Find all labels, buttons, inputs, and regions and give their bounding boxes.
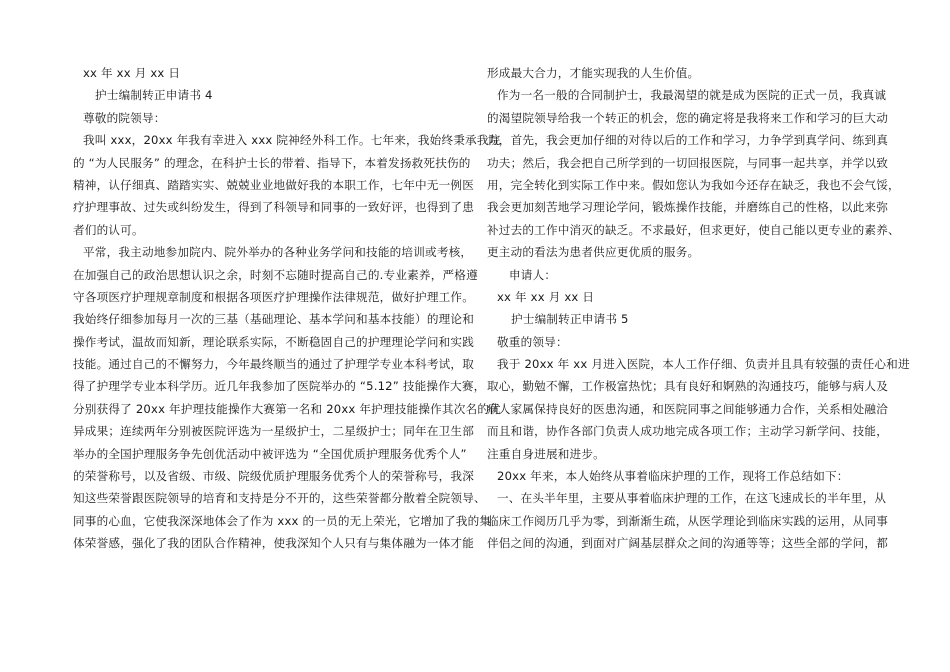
paragraph-line: 平常，我主动地参加院内、院外举办的各种业务学问和技能的培训或考核， bbox=[83, 245, 473, 260]
right-column bbox=[487, 62, 910, 555]
paragraph-line: 举办的全国护理服务争先创优活动中被评选为 “全国优质护理服务优秀个人” bbox=[73, 446, 467, 461]
paragraph-line: 技能。通过自己的不懈努力，今年最终顺当的通过了护理学专业本科考试，取 bbox=[73, 357, 474, 372]
paragraph-line: 者们的认可。 bbox=[73, 222, 144, 237]
paragraph-line: 用，完全转化到实际工作中来。假如您认为我如今还存在缺乏，我也不会气馁， bbox=[487, 177, 900, 192]
paragraph-line: 临床工作阅历几乎为零，到渐渐生疏，从医学理论到临床实践的运用，从同事 bbox=[487, 513, 888, 528]
paragraph-line: 在加强自己的政治思想认识之余，时刻不忘随时提高自己的.专业素养，严格遵 bbox=[73, 267, 478, 282]
paragraph-line: 分别获得了 20xx 年护理技能操作大赛第一名和 20xx 年护理技能操作其次名的优 bbox=[73, 401, 501, 416]
paragraph-line: 异成果；连续两年分别被医院评选为一星级护士，二星级护士；同年在卫生部 bbox=[73, 424, 474, 439]
paragraph-line: 力，首先，我会更加仔细的对待以后的工作和学习，力争学到真学问、练到真 bbox=[487, 133, 888, 148]
paragraph-line: 更主动的看法为患者供应更优质的服务。 bbox=[487, 245, 700, 260]
paragraph-line: 功夫；然后，我会把自己所学到的一切回报医院，与同事一起共享，并学以致 bbox=[487, 155, 888, 170]
paragraph-line: 作为一名一般的合同制护士，我最渴望的就是成为医院的正式一员，我真诚 bbox=[497, 88, 887, 103]
document-title: 护士编制转正申请书 5 bbox=[511, 312, 629, 327]
salutation: 敬重的领导： bbox=[497, 334, 568, 349]
paragraph-line: 精神，认仔细真、踏踏实实、兢兢业业地做好我的本职工作，七年中无一例医 bbox=[73, 177, 474, 192]
paragraph-line: 我叫 xxx，20xx 年我有幸进入 xxx 院神经外科工作。七年来，我始终秉承我院 bbox=[83, 133, 501, 148]
paragraph-line: 的荣誉称号，以及省级、市级、院级优质护理服务优秀个人的荣誉称号，我深 bbox=[73, 469, 474, 484]
applicant-label: 申请人： bbox=[509, 267, 557, 282]
paragraph-line: 体荣誉感，强化了我的团队合作精神，使我深知个人只有与集体融为一体才能 bbox=[73, 536, 474, 551]
date-line: xx 年 xx 月 xx 日 bbox=[83, 66, 181, 80]
paragraph-line: 我于 20xx 年 xx 月进入医院，本人工作仔细、负责并且具有较强的责任心和进 bbox=[497, 357, 910, 372]
paragraph-line: 一、在头半年里，主要从事着临床护理的工作，在这飞速成长的半年里，从 bbox=[497, 491, 887, 506]
paragraph-line: 得了护理学专业本科学历。近几年我参加了医院举办的 “5.12” 技能操作大赛， bbox=[73, 379, 486, 394]
document-title: 护士编制转正申请书 4 bbox=[95, 88, 213, 103]
paragraph-line: 20xx 年来，本人始终从事着临床护理的工作，现将工作总结如下： bbox=[497, 469, 849, 484]
paragraph-line: 同事的心血，它使我深深地体会了作为 xxx 的一员的无上荣光，它增加了我的集 bbox=[73, 513, 492, 528]
paragraph-line: 守各项医疗护理规章制度和根据各项医疗护理操作法律规范，做好护理工作。 bbox=[73, 289, 474, 304]
paragraph-line: 我会更加刻苦地学习理论学问，锻炼操作技能，并磨练自己的性格，以此来弥 bbox=[487, 200, 888, 215]
paragraph-line: 而且和谐，协作各部门负责人成功地完成各项工作；主动学习新学问、技能， bbox=[487, 424, 888, 439]
paragraph-line: 注重自身进展和进步。 bbox=[487, 446, 605, 461]
paragraph-line: 的渴望院领导给我一个转正的机会，您的确定将是我将来工作和学习的巨大动 bbox=[487, 110, 888, 125]
paragraph-line: 知这些荣誉跟医院领导的培育和支持是分不开的，这些荣誉都分散着全院领导、 bbox=[73, 491, 486, 506]
paragraph-line: 取心，勤勉不懈，工作极富热忱；具有良好和婀熟的沟通技巧，能够与病人及 bbox=[487, 379, 888, 394]
paragraph-line: 操作考试，温故而知新，理论联系实际，不断稳固自己的护理理论学问和实践 bbox=[73, 334, 474, 349]
paragraph-line: 伴侣之间的沟通，到面对广阔基层群众之间的沟通等等；这些全部的学问，都 bbox=[487, 536, 888, 551]
left-column bbox=[73, 62, 501, 555]
paragraph-line: 补过去的工作中消灭的缺乏。不求最好，但求更好，使自己能以更专业的素养、 bbox=[487, 222, 900, 237]
paragraph-line: 形成最大合力，才能实现我的人生价值。 bbox=[487, 66, 700, 80]
paragraph-line: 病人家属保持良好的医患沟通，和医院同事之间能够通力合作，关系相处融洽 bbox=[487, 401, 888, 416]
paragraph-line: 疗护理事故、过失或纠纷发生，得到了科领导和同事的一致好评，也得到了患 bbox=[73, 200, 474, 215]
date-line: xx 年 xx 月 xx 日 bbox=[497, 289, 595, 304]
paragraph-line: 的 “为人民服务” 的理念，在科护士长的带着、指导下，本着发扬救死扶伤的 bbox=[73, 155, 471, 170]
salutation: 尊敬的院领导： bbox=[83, 110, 166, 125]
paragraph-line: 我始终仔细参加每月一次的三基（基础理论、基本学问和基本技能）的理论和 bbox=[73, 312, 474, 327]
